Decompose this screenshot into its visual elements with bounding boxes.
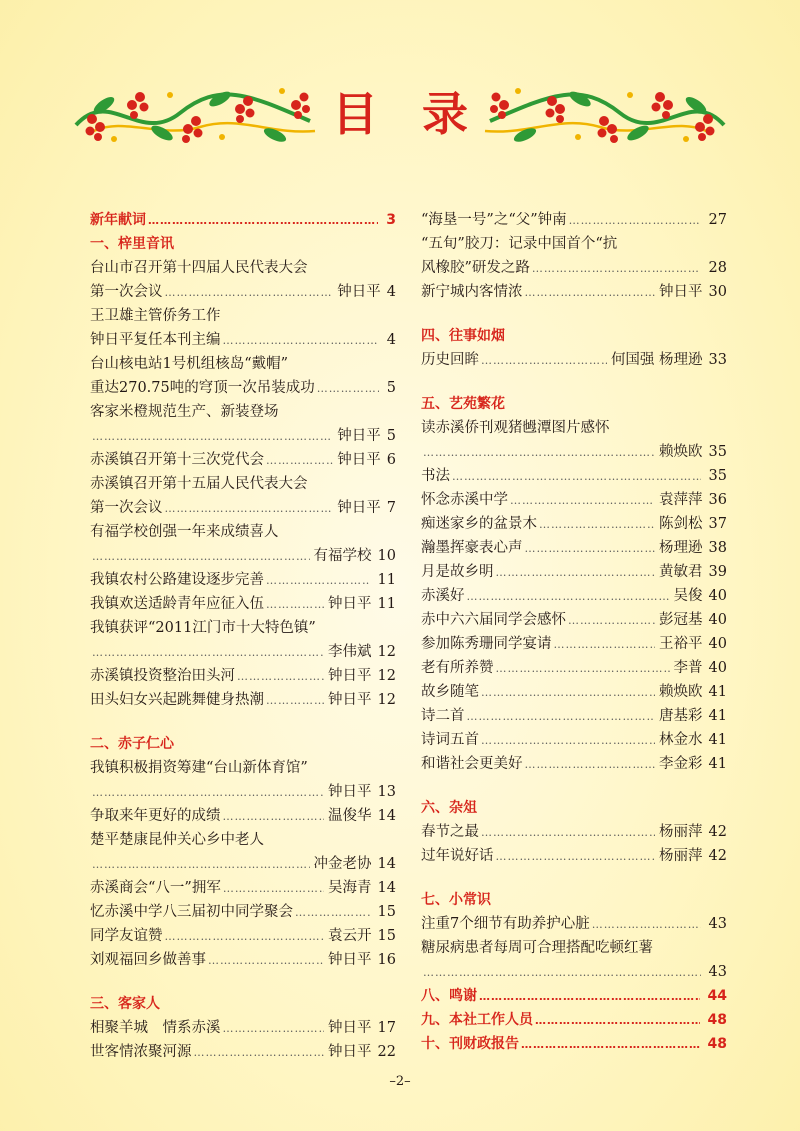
entry-author: 王裕平 [659,636,703,652]
entry-title: 重达270.75吨的穹顶一次吊装成功 [90,380,315,396]
entry-title: 风橡胶”研发之路 [421,260,530,276]
entry-author: 赖焕欧 [659,684,703,700]
entry-title: 我镇欢送适龄青年应征入伍 [90,596,264,612]
leader-dots [467,585,670,609]
entry-author: 黄敏君 [659,564,703,580]
leader-dots [496,561,656,585]
entry-page: 5 [386,380,396,396]
entry-page: 40 [708,636,727,652]
entry-author: 杨理逊 [659,540,703,556]
entry-title: 痴迷家乡的盆景木 [421,516,537,532]
toc-entry[interactable] [90,924,396,948]
leader-dots [568,609,655,633]
toc-entry[interactable] [421,348,727,372]
toc-entry[interactable] [421,512,727,536]
leader-dots [208,949,324,973]
entry-author: 钟日平 [328,668,372,684]
entry-author: 彭冠基 [659,612,703,628]
entry-title: 争取来年更好的成绩 [90,808,221,824]
entry-page: 43 [708,916,727,932]
spacer [90,712,396,732]
entry-title: 田头妇女兴起跳舞健身热潮 [90,692,264,708]
leader-dots [266,449,333,473]
toc-entry[interactable] [421,608,727,632]
toc-entry[interactable] [90,328,396,352]
floral-garland-right-icon [480,75,730,155]
entry-page: 39 [708,564,727,580]
entry-page: 30 [708,284,727,300]
entry-page: 33 [708,352,727,368]
entry-page: 15 [377,928,396,944]
toc-entry[interactable] [90,280,396,304]
entry-author: 钟日平 [328,1044,372,1060]
leader-dots [423,441,655,465]
toc-entry[interactable] [90,376,396,400]
toc-entry-intro[interactable] [90,208,396,232]
entry-title: 老有所养赞 [421,660,494,676]
entry-title: 故乡随笔 [421,684,479,700]
entry-title: “海垦一号”之“父”钟南 [421,212,567,228]
entry-page: 40 [708,588,727,604]
entry-title: 诗二首 [421,708,465,724]
entry-page: 14 [377,880,396,896]
entry-title: 赤中六六届同学会感怀 [421,612,566,628]
entry-title: 历史回眸 [421,352,479,368]
leader-dots [165,497,334,521]
entry-page: 48 [707,1036,727,1052]
entry-author: 吴海青 [328,880,372,896]
entry-title: 参加陈秀珊同学宴请 [421,636,552,652]
entry-page: 41 [708,708,727,724]
spacer [421,372,727,392]
leader-dots [223,805,325,829]
toc-entry[interactable] [90,900,396,924]
entry-title: 新宁城内客情浓 [421,284,523,300]
toc-entry[interactable] [90,780,396,804]
leader-dots [266,569,370,593]
leader-dots [423,961,701,985]
entry-page: 5 [386,428,396,444]
entry-title-line[interactable]: 读赤溪侨刊观猪乸潭图片感怀 [421,420,610,436]
entry-title: 诗词五首 [421,732,479,748]
entry-title: 赤溪镇召开第十三次党代会 [90,452,264,468]
entry-title: 我镇农村公路建设逐步完善 [90,572,264,588]
entry-page: 12 [377,692,396,708]
leader-dots [223,877,324,901]
floral-garland-left-icon [70,75,320,155]
toc-entry[interactable] [421,656,727,680]
toc-entry[interactable] [90,1016,396,1040]
toc-entry[interactable] [421,560,727,584]
entry-title-line[interactable]: 赤溪镇召开第十五届人民代表大会 [90,476,308,492]
leader-dots [496,657,670,681]
entry-title-line[interactable]: 糖尿病患者每周可合理搭配吃顿红薯 [421,940,653,956]
section-heading: 二、赤子仁心 [90,736,174,752]
toc-entry[interactable] [90,1040,396,1064]
toc-entry[interactable] [421,256,727,280]
leader-dots [539,513,655,537]
entry-page: 11 [377,596,396,612]
toc-entry[interactable] [90,948,396,972]
entry-title: 八、鸣谢 [421,988,477,1004]
page-title [332,79,468,149]
entry-author: 钟日平 [328,784,372,800]
entry-page: 16 [377,952,396,968]
entry-title-line[interactable]: 我镇积极捐资筹建“台山新体育馆” [90,760,308,776]
section-heading: 七、小常识 [421,892,491,908]
entry-title-line[interactable]: 台山市召开第十四届人民代表大会 [90,260,308,276]
entry-title: 赤溪商会“八一”拥军 [90,880,221,896]
entry-page: 42 [708,848,727,864]
toc-entry[interactable] [90,568,396,592]
entry-author: 温俊华 [328,808,372,824]
toc-entry[interactable] [90,496,396,520]
leader-dots [496,845,656,869]
entry-author: 钟日平 [337,428,381,444]
toc-entry[interactable] [421,536,727,560]
toc-entry[interactable] [90,592,396,616]
entry-title: 九、本社工作人员 [421,1012,533,1028]
toc-entry[interactable] [90,448,396,472]
toc-entry[interactable] [90,688,396,712]
leader-dots [481,681,655,705]
toc-entry[interactable] [421,820,727,844]
toc-entry[interactable] [421,704,727,728]
entry-author: 钟日平 [659,284,703,300]
entry-page: 37 [708,516,727,532]
entry-page: 27 [708,212,727,228]
entry-title-line[interactable]: 王卫雄主管侨务工作 [90,308,221,324]
toc-entry[interactable] [90,640,396,664]
section-heading: 三、客家人 [90,996,160,1012]
entry-author: 陈剑松 [659,516,703,532]
toc-entry[interactable] [421,440,727,464]
entry-title: 第一次会议 [90,500,163,516]
entry-author: 何国强 杨理逊 [610,352,703,368]
toc-entry[interactable] [90,664,396,688]
leader-dots [223,329,379,353]
toc-entry-acknowledgements[interactable] [421,984,727,1008]
leader-dots [535,1009,700,1033]
entry-page: 35 [708,468,727,484]
entry-page: 11 [377,572,396,588]
spacer [421,776,727,796]
entry-title: 春节之最 [421,824,479,840]
toc-entry-finance-report[interactable] [421,1032,727,1056]
entry-page: 41 [708,684,727,700]
spacer [421,304,727,324]
entry-page: 6 [386,452,396,468]
entry-title-line[interactable]: “五旬”胶刀：记录中国首个“抗 [421,236,618,252]
entry-author: 钟日平 [337,452,381,468]
leader-dots [481,821,655,845]
entry-author: 冲金老协 [313,856,372,872]
leader-dots [223,1017,325,1041]
toc-entry-staff[interactable] [421,1008,727,1032]
entry-page: 41 [708,756,727,772]
entry-page: 7 [386,500,396,516]
toc-entry[interactable] [421,680,727,704]
entry-author: 杨丽萍 [659,824,703,840]
toc-entry[interactable] [421,280,727,304]
toc-entry[interactable] [421,844,727,868]
title-char-1: 目 [332,87,378,141]
leader-dots [569,209,701,233]
toc-entry[interactable] [421,208,727,232]
entry-page: 41 [708,732,727,748]
entry-author: 袁云开 [328,928,372,944]
leader-dots [92,781,324,805]
entry-title: 月是故乡明 [421,564,494,580]
entry-page: 3 [386,212,396,228]
section-heading: 一、梓里音讯 [90,236,174,252]
entry-title: 瀚墨挥豪表心声 [421,540,523,556]
entry-page: 17 [377,1020,396,1036]
entry-page: 12 [377,668,396,684]
entry-title: 世客情浓聚河源 [90,1044,192,1060]
leader-dots [92,545,310,569]
leader-dots [467,705,656,729]
leader-dots [237,665,324,689]
entry-page: 40 [708,660,727,676]
entry-author: 袁萍萍 [659,492,703,508]
leader-dots [510,489,655,513]
entry-page: 22 [377,1044,396,1060]
entry-title: 忆赤溪中学八三届初中同学聚会 [90,904,293,920]
spacer [421,868,727,888]
leader-dots [592,913,701,937]
leader-dots [554,633,656,657]
toc-entry[interactable] [90,876,396,900]
entry-page: 4 [386,284,396,300]
entry-page: 43 [708,964,727,980]
entry-title-line[interactable]: 楚平楚康昆仲关心乡中老人 [90,832,264,848]
toc-right-column [421,208,727,1056]
leader-dots [481,729,655,753]
leader-dots [525,537,656,561]
entry-title: 同学友谊赞 [90,928,163,944]
entry-author: 李普 [673,660,703,676]
leader-dots [148,209,378,233]
leader-dots [521,1033,700,1057]
entry-title: 注重7个细节有助养护心脏 [421,916,590,932]
entry-page: 4 [386,332,396,348]
entry-author: 钟日平 [328,692,372,708]
entry-title: 十、刊财政报告 [421,1036,519,1052]
entry-page: 36 [708,492,727,508]
entry-title: 相聚羊城 情系赤溪 [90,1020,221,1036]
toc-left-column [90,208,396,1064]
leader-dots [266,593,324,617]
leader-dots [194,1041,325,1065]
leader-dots [266,689,324,713]
entry-author: 林金水 [659,732,703,748]
leader-dots [165,925,325,949]
entry-author: 钟日平 [337,500,381,516]
title-char-2: 录 [422,87,468,141]
toc-entry[interactable] [421,632,727,656]
toc-entry[interactable] [421,584,727,608]
entry-page: 12 [377,644,396,660]
entry-page: 28 [708,260,727,276]
toc-entry[interactable] [421,488,727,512]
entry-page: 13 [377,784,396,800]
entry-page: 14 [377,856,396,872]
entry-author: 李伟斌 [328,644,372,660]
entry-author: 李金彩 [659,756,703,772]
section-heading: 四、往事如烟 [421,328,505,344]
leader-dots [481,349,607,373]
header [70,75,730,155]
leader-dots [479,985,700,1009]
entry-page: 38 [708,540,727,556]
entry-title-line[interactable]: 台山核电站1号机组核岛“戴帽” [90,356,289,372]
leader-dots [532,257,701,281]
leader-dots [92,425,333,449]
entry-page: 14 [377,808,396,824]
entry-title: 钟日平复任本刊主编 [90,332,221,348]
toc-entry[interactable] [90,544,396,568]
entry-author: 钟日平 [337,284,381,300]
entry-page: 10 [377,548,396,564]
toc-entry[interactable] [90,804,396,828]
entry-author: 有福学校 [313,548,372,564]
leader-dots [317,377,379,401]
leader-dots [452,465,701,489]
page-number: –2– [389,1074,411,1089]
leader-dots [165,281,334,305]
leader-dots [295,901,370,925]
toc-entry[interactable] [421,752,727,776]
entry-title-line[interactable]: 有福学校创强一年来成绩喜人 [90,524,279,540]
spacer [90,972,396,992]
entry-author: 唐基彩 [659,708,703,724]
entry-author: 钟日平 [328,952,372,968]
toc-entry[interactable] [421,464,727,488]
entry-author: 赖焕欧 [659,444,703,460]
entry-page: 40 [708,612,727,628]
entry-title: 书法 [421,468,450,484]
leader-dots [525,753,656,777]
entry-page: 35 [708,444,727,460]
entry-title: 怀念赤溪中学 [421,492,508,508]
entry-title-line[interactable]: 客家米橙规范生产、新装登场 [90,404,279,420]
entry-page: 44 [707,988,727,1004]
toc-entry[interactable] [421,912,727,936]
entry-author: 钟日平 [328,1020,372,1036]
entry-page: 48 [707,1012,727,1028]
toc-entry[interactable] [421,960,727,984]
section-heading: 五、艺苑繁花 [421,396,505,412]
entry-title-line[interactable]: 我镇获评“2011江门市十大特色镇” [90,620,316,636]
entry-author: 杨丽萍 [659,848,703,864]
entry-title: 刘观福回乡做善事 [90,952,206,968]
entry-title: 赤溪镇投资整治田头河 [90,668,235,684]
entry-page: 15 [377,904,396,920]
leader-dots [92,641,324,665]
leader-dots [525,281,656,305]
entry-title: 过年说好话 [421,848,494,864]
entry-title: 赤溪好 [421,588,465,604]
entry-title: 和谐社会更美好 [421,756,523,772]
toc-entry[interactable] [90,852,396,876]
toc-entry[interactable] [421,728,727,752]
toc-entry[interactable] [90,424,396,448]
leader-dots [92,853,310,877]
entry-title: 第一次会议 [90,284,163,300]
entry-title: 新年献词 [90,212,146,228]
entry-author: 吴俊 [673,588,703,604]
entry-author: 钟日平 [328,596,372,612]
entry-page: 42 [708,824,727,840]
section-heading: 六、杂俎 [421,800,477,816]
